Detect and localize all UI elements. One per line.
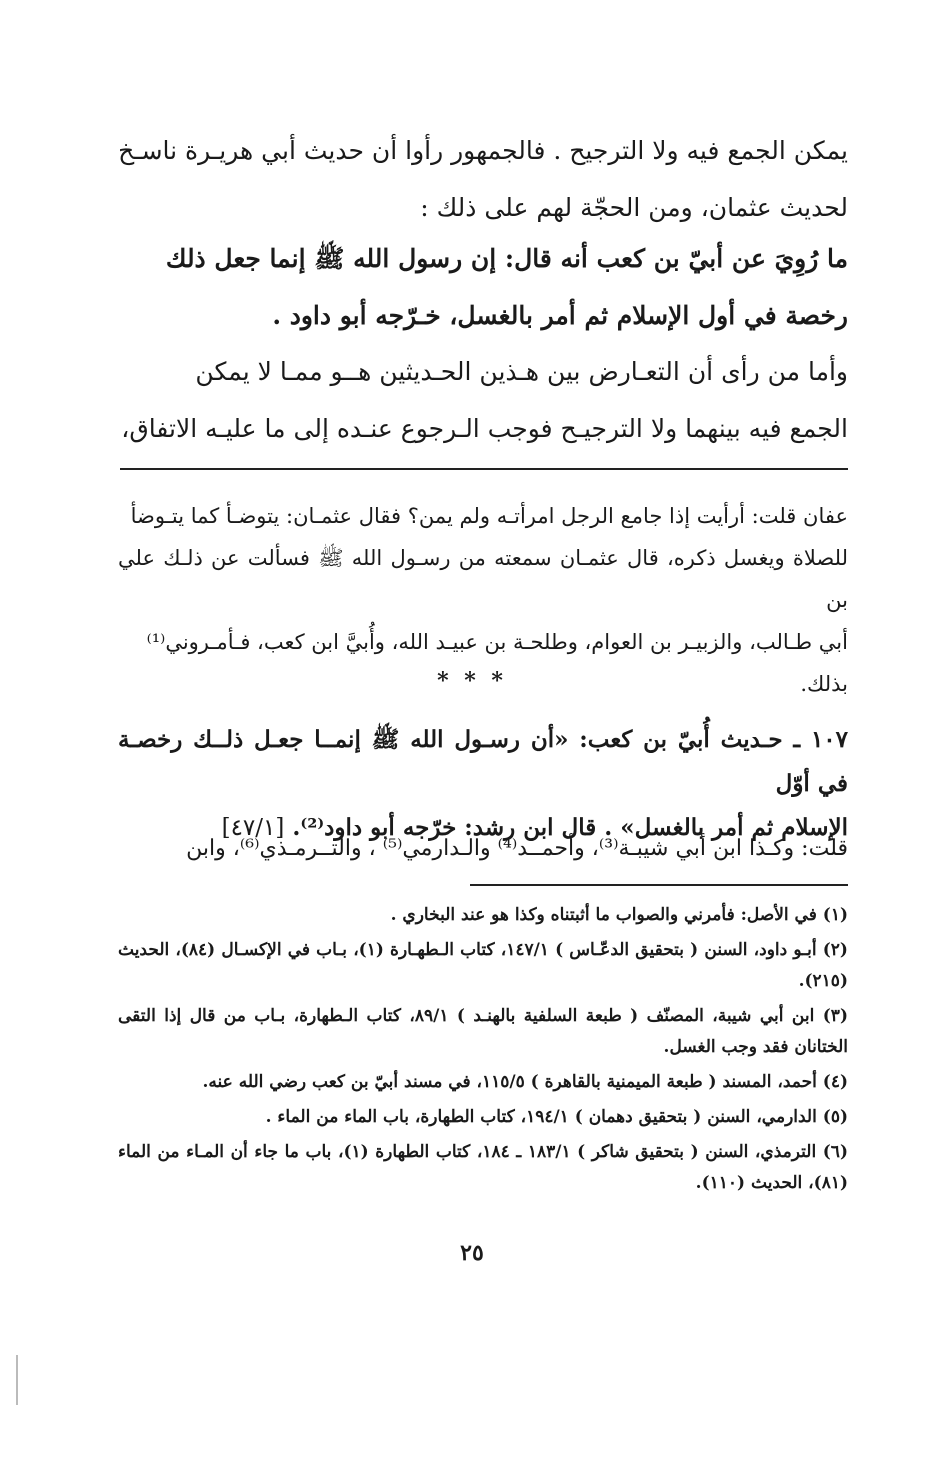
paragraph-2-line-2: رخصة في أول الإسلام ثم أمر بالغسل، خـرّجه أبو داود . <box>272 301 848 330</box>
footnote-6: (٦) الترمذي، السنن ( بتحقيق شاكر ) ١٨٣/١ ـ ١٨٤، كتاب الطهارة (١)، باب ما جاء أن المـاء من الماء (٨١)، الحديث (١١٠). <box>118 1142 848 1193</box>
scan-margin-mark <box>16 1355 18 1405</box>
paragraph-2-quote <box>118 230 848 344</box>
note-line-1: عفان قلت: أرأيت إذا جامع الرجل امرأتـه ولم يمن؟ فقال عثمـان: يتوضـأ كما يتـوضأ <box>130 504 848 528</box>
hadith-line-1: ١٠٧ ـ حـديث أُبيّ بن كعب: «أن رسـول الله ﷺ إنمــا جعـل ذلــك رخصـة في أوّل <box>118 726 848 797</box>
footnote-4: (٤) أحمد، المسند ( طبعة الميمنية بالقاهرة ) ١١٥/٥، في مسند أبيّ بن كعب رضي الله عنه. <box>202 1072 848 1092</box>
paragraph-2-line-1: ما رُوِيَ عن أبيّ بن كعب أنه قال: إن رسول الله ﷺ إنما جعل ذلك <box>165 244 848 273</box>
paragraph-1-line-2: لحديث عثمان، ومن الحجّة لهم على ذلك : <box>420 193 848 222</box>
qult-paragraph: قلت: وكـذا ابن أبي شيبـة⁽³⁾، وأحمــد⁽⁴⁾ والـدارمي⁽⁵⁾ ، والتــرمـذي⁽⁶⁾، وابن <box>186 836 848 861</box>
note-line-2: للصلاة ويغسل ذكره، قال عثمـان سمعته من رسـول الله ﷺ فسألت عن ذلـك علي بن <box>118 546 848 612</box>
asterism-separator: * * * <box>437 668 507 694</box>
footnote-5: (٥) الدارمي، السنن ( بتحقيق دهمان ) ١٩٤/١، كتاب الطهارة، باب الماء من الماء . <box>265 1107 848 1127</box>
footnote-divider <box>470 884 848 886</box>
page-number: ٢٥ <box>460 1240 484 1266</box>
paragraph-1 <box>118 122 848 236</box>
hadith-line-2-text: الإسلام ثم أمر بالغسل» . قال ابن رشد: خرّجه أبو داود⁽²⁾. <box>292 814 848 841</box>
paragraph-3 <box>118 343 848 457</box>
footnote-2: (٢) أبـو داود، السنن ( بتحقيق الدعّـاس ) ١٤٧/١، كتاب الـطهـارة (١)، بـاب في الإكسـال (٨٤)، الحديث (٢١٥). <box>118 940 848 991</box>
note-line-3: أبي طـالب، والزبيـر بن العوام، وطلحـة بن عبيـد الله، وأُبيَّ ابن كعب، فـأمـروني⁽¹⁾ <box>146 630 848 654</box>
footnote-3: (٣) ابن أبي شيبة، المصنّف ( طبعة السلفية بالهنـد ) ٨٩/١، كتاب الـطهارة، بـاب من قال إذا التقى الختانان فقد وجب الغسل. <box>118 1006 848 1057</box>
footnote-1: (١) في الأصل: فأمرني والصواب ما أثبتناه وكذا هو عند البخاري . <box>390 905 848 925</box>
hadith-reference: [٤٧/١] <box>221 815 285 841</box>
paragraph-3-line-2: الجمع فيه بينهما ولا الترجيـح فوجب الـرجوع عنـده إلى ما عليـه الاتفاق، <box>121 414 848 443</box>
paragraph-1-line-1: يمكن الجمع فيه ولا الترجيح . فالجمهور رأوا أن حديث أبي هريـرة ناسـخ <box>118 136 848 165</box>
footnotes <box>118 900 848 1203</box>
note-line-4: بذلك. <box>800 672 848 696</box>
paragraph-3-line-1: وأما من رأى أن التعـارض بين هـذين الحـديثين هــو ممـا لا يمكن <box>195 357 848 386</box>
section-divider <box>120 468 848 470</box>
